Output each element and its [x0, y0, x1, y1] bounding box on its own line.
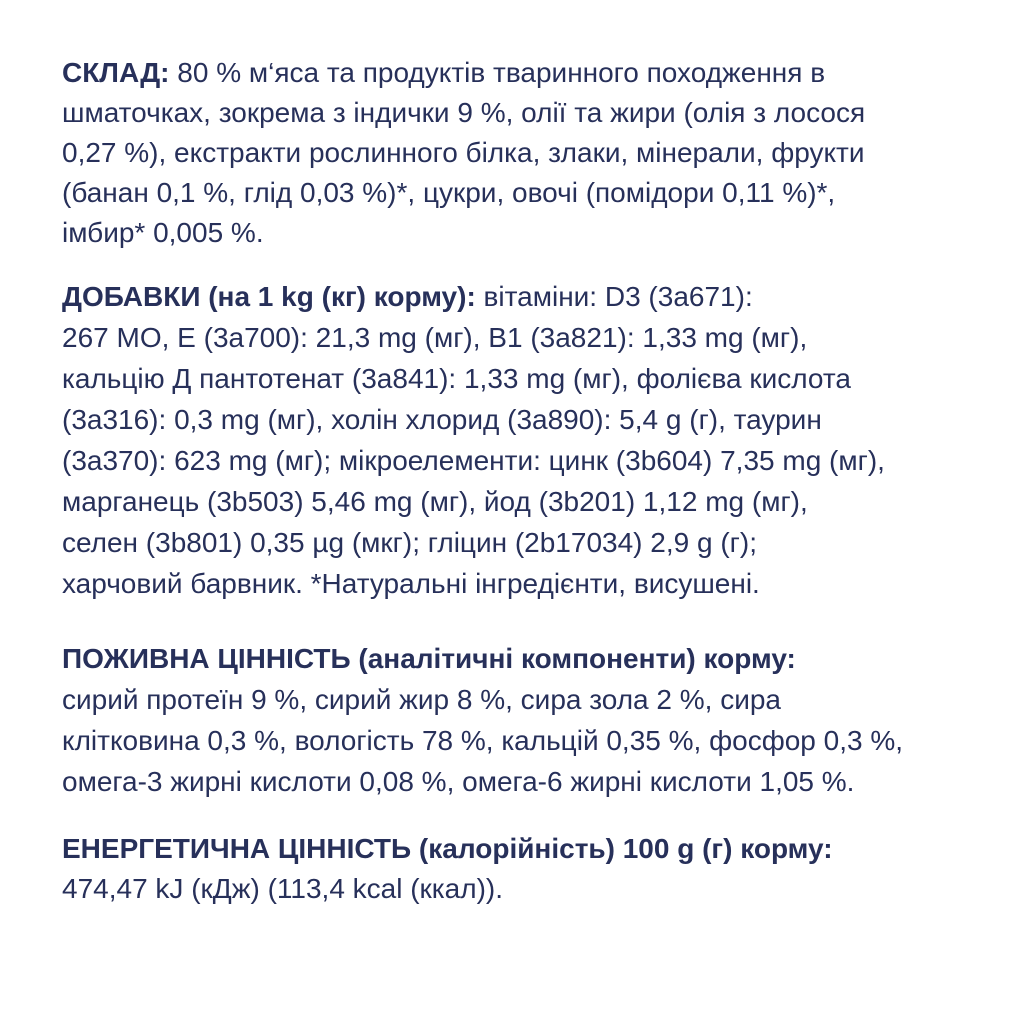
composition-line: 0,27 %), екстракти рослинного білка, злаки, мінерали, фрукти — [62, 137, 865, 168]
nutrition-line: клітковина 0,3 %, вологість 78 %, кальцій 0,35 %, фосфор 0,3 %, — [62, 725, 904, 756]
additives-line: 267 МО, E (3a700): 21,3 mg (мг), B1 (3a821): 1,33 mg (мг), — [62, 322, 808, 353]
additives-line: харчовий барвник. *Натуральні інгредієнти, висушені. — [62, 568, 760, 599]
nutrition-line: омега-3 жирні кислоти 0,08 %, омега-6 жирні кислоти 1,05 %. — [62, 766, 855, 797]
energy-heading: ЕНЕРГЕТИЧНА ЦІННІСТЬ (калорійність) 100 g (г) корму: — [62, 833, 833, 864]
composition-line: імбир* 0,005 %. — [62, 217, 264, 248]
nutrition-heading: ПОЖИВНА ЦІННІСТЬ (аналітичні компоненти) корму: — [62, 643, 796, 674]
additives-heading: ДОБАВКИ (на 1 kg (кг) корму): — [62, 281, 476, 312]
additives-line: марганець (3b503) 5,46 mg (мг), йод (3b201) 1,12 mg (мг), — [62, 486, 808, 517]
composition-heading: СКЛАД: — [62, 57, 170, 88]
additives-text: вітаміни: D3 (3a671): — [475, 281, 753, 312]
nutrition-line: сирий протеїн 9 %, сирий жир 8 %, сира зола 2 %, сира — [62, 684, 782, 715]
nutrition-section — [62, 638, 903, 802]
energy-section — [62, 829, 833, 909]
composition-line — [62, 53, 865, 93]
composition-line: шматочках, зокрема з індички 9 %, олії та жири (олія з лосося — [62, 97, 866, 128]
additives-section — [62, 276, 885, 604]
additives-line: селен (3b801) 0,35 µg (мкг); гліцин (2b17034) 2,9 g (г); — [62, 527, 757, 558]
composition-section — [62, 53, 865, 253]
additives-line: кальцію Д пантотенат (3a841): 1,33 mg (мг), фолієва кислота — [62, 363, 851, 394]
additives-line: (3a370): 623 mg (мг); мікроелементи: цинк (3b604) 7,35 mg (мг), — [62, 445, 885, 476]
additives-line: (3a316): 0,3 mg (мг), холін хлорид (3a890): 5,4 g (г), таурин — [62, 404, 822, 435]
energy-line: 474,47 kJ (кДж) (113,4 kcal (ккал)). — [62, 873, 504, 904]
composition-text: 80 % м‘яса та продуктів тваринного походження в — [169, 57, 826, 88]
composition-line: (банан 0,1 %, глід 0,03 %)*, цукри, овочі (помідори 0,11 %)*, — [62, 177, 836, 208]
additives-line — [62, 276, 885, 317]
